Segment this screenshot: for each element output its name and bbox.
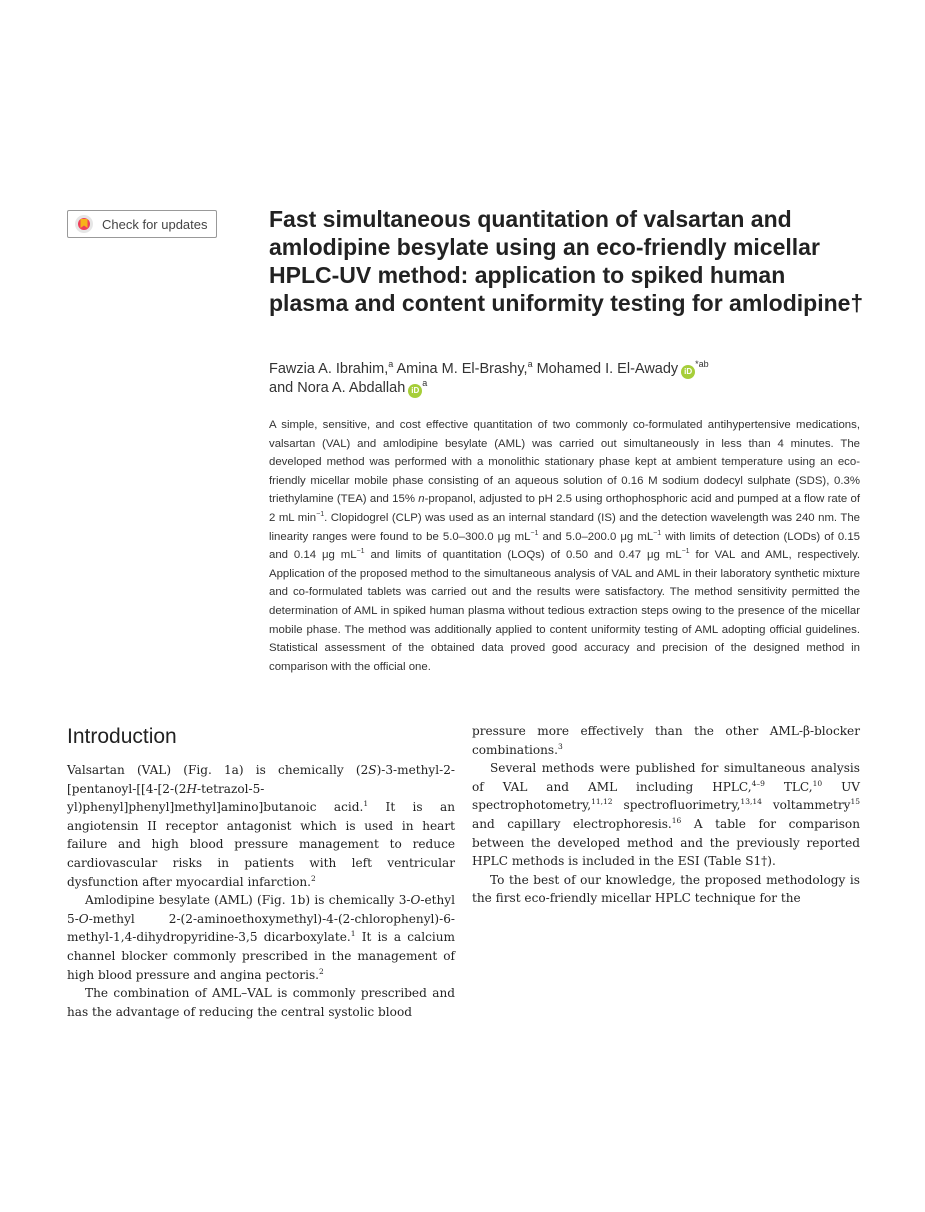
author-name: Amina M. El-Brashy, [393,361,528,377]
citation-ref[interactable]: 16 [671,815,682,825]
citation-ref[interactable]: 10 [812,778,823,788]
citation-ref[interactable]: 2 [319,966,324,976]
citation-ref[interactable]: 13,14 [740,797,762,807]
paragraph: To the best of our knowledge, the proposed methodology is the first eco-friendly micellar HPLC technique for the [472,872,860,906]
citation-ref[interactable]: 3 [557,741,563,751]
affiliation-mark: a [527,359,533,370]
check-for-updates-button[interactable] [67,210,217,238]
citation-ref[interactable]: 1 [350,929,356,939]
paragraph-continuation: pressure more effectively than the other AML-β-blocker combinations.$^3$ [472,724,860,757]
affiliation-mark: *ab [695,359,709,370]
author-name: Mohamed I. El-Awady [532,361,679,377]
author-list [269,360,869,398]
affiliation-mark: a [422,378,428,389]
citation-ref[interactable]: 2 [311,873,316,883]
orcid-icon[interactable]: iD [408,384,422,398]
article-title: Fast simultaneous quantitation of valsartan and amlodipine besylate using an eco-friendly micellar HPLC-UV method: application to spiked human plasma and content uniformity testing for amlodipine† [269,206,864,316]
body-column-left [67,761,455,1021]
abstract: A simple, sensitive, and cost effective quantitation of two commonly co-formulated antihypertensive medications, valsartan (VAL) and amlodipine besylate (AML) was carried out simultaneously in less than 4 minutes. The developed method was performed with a monolithic stationary phase kept at ambient temperature using an eco-friendly micellar mobile phase consisting of an aqueous solution of 0.16 M sodium dodecyl sulphate (SDS), 0.3% triethylamine (TEA) and 15% n-propanol, adjusted to pH 2.5 using orthophosphoric acid and pumped at a flow rate of 2 mL $\min^{-1}$. Clopidogrel (CLP) was used as an internal standard (IS) and the detection wavelength was 240 nm. The linearity ranges were found to be 5.0–300.0 μg $mL^{-1}$ and 5.0–200.0 μg $mL^{-1}$ with limits of detection (LODs) of 0.15 and 0.14 μg $mL^{-1}$ and limits of quantitation (LOQs) of 0.50 and 0.47 μg $mL^{-1}$ for VAL and AML, respectively. Application of the proposed method to the simultaneous analysis of VAL and AML in their laboratory synthetic mixture and co-formulated tablets was carried out and the results were satisfactory. The method sensitivity permitted the determination of AML in spiked human plasma without tedious extraction steps owing to the presence of the micellar mobile phase. The method was additionally applied to content uniformity testing of AML adopting official guidelines. Statistical assessment of the obtained data proved good accuracy and precision of the designed method in comparison with the official one. [269,419,861,673]
paragraph: Several methods were published for simultaneous analysis of VAL and AML including HPLC,$^{4-9}$ TLC,$^{10}$ UV spectrophotometry,$^{11,12}$ spectrofluorimetry,$^{13,14}$ voltammetry$^{15}$ and capillary electrophoresis.$^{16}$ A table for comparison between the developed method and the previously reported HPLC methods is included in the ESI (Table S1†). [472,761,860,869]
crossmark-icon [74,214,94,234]
citation-ref[interactable]: 4–9 [751,778,765,788]
citation-ref[interactable]: 11,12 [591,797,613,807]
paragraph: The combination of AML–VAL is commonly prescribed and has the advantage of reducing the central systolic blood [67,986,455,1019]
body-column-right [472,722,860,908]
section-heading-introduction: Introduction [67,725,177,748]
paragraph: Valsartan (VAL) (Fig. 1a) is chemically (2S)-3-methyl-2-[pentanoyl-[[4-[2-(2H-tetrazol-5-yl)phenyl]phenyl]methyl]amino]butanoic acid.$^1$ It is an angiotensin II receptor antagonist which is used in heart failure and high blood pressure management to reduce cardiovascular risks in patients with left ventricular dysfunction after myocardial infarction.$^2$ [67,763,456,889]
citation-ref[interactable]: 15 [850,797,860,807]
author-name: Fawzia A. Ibrahim, [269,361,389,377]
check-for-updates-label: Check for updates [102,216,208,232]
author-name: Nora A. Abdallah [297,380,406,396]
paragraph: Amlodipine besylate (AML) (Fig. 1b) is chemically 3-O-ethyl 5-O-methyl 2-(2-aminoethoxymethyl)-4-(2-chlorophenyl)-6-methyl-1,4-dihydropyridine-3,5 dicarboxylate.$^1$ It is a calcium channel blocker commonly prescribed in the management of high blood pressure and angina pectoris.$^2$ [67,893,455,982]
affiliation-mark: a [388,359,394,370]
orcid-icon[interactable]: iD [681,365,695,379]
author-conjunction: and [269,380,298,396]
citation-ref[interactable]: 1 [363,799,369,809]
